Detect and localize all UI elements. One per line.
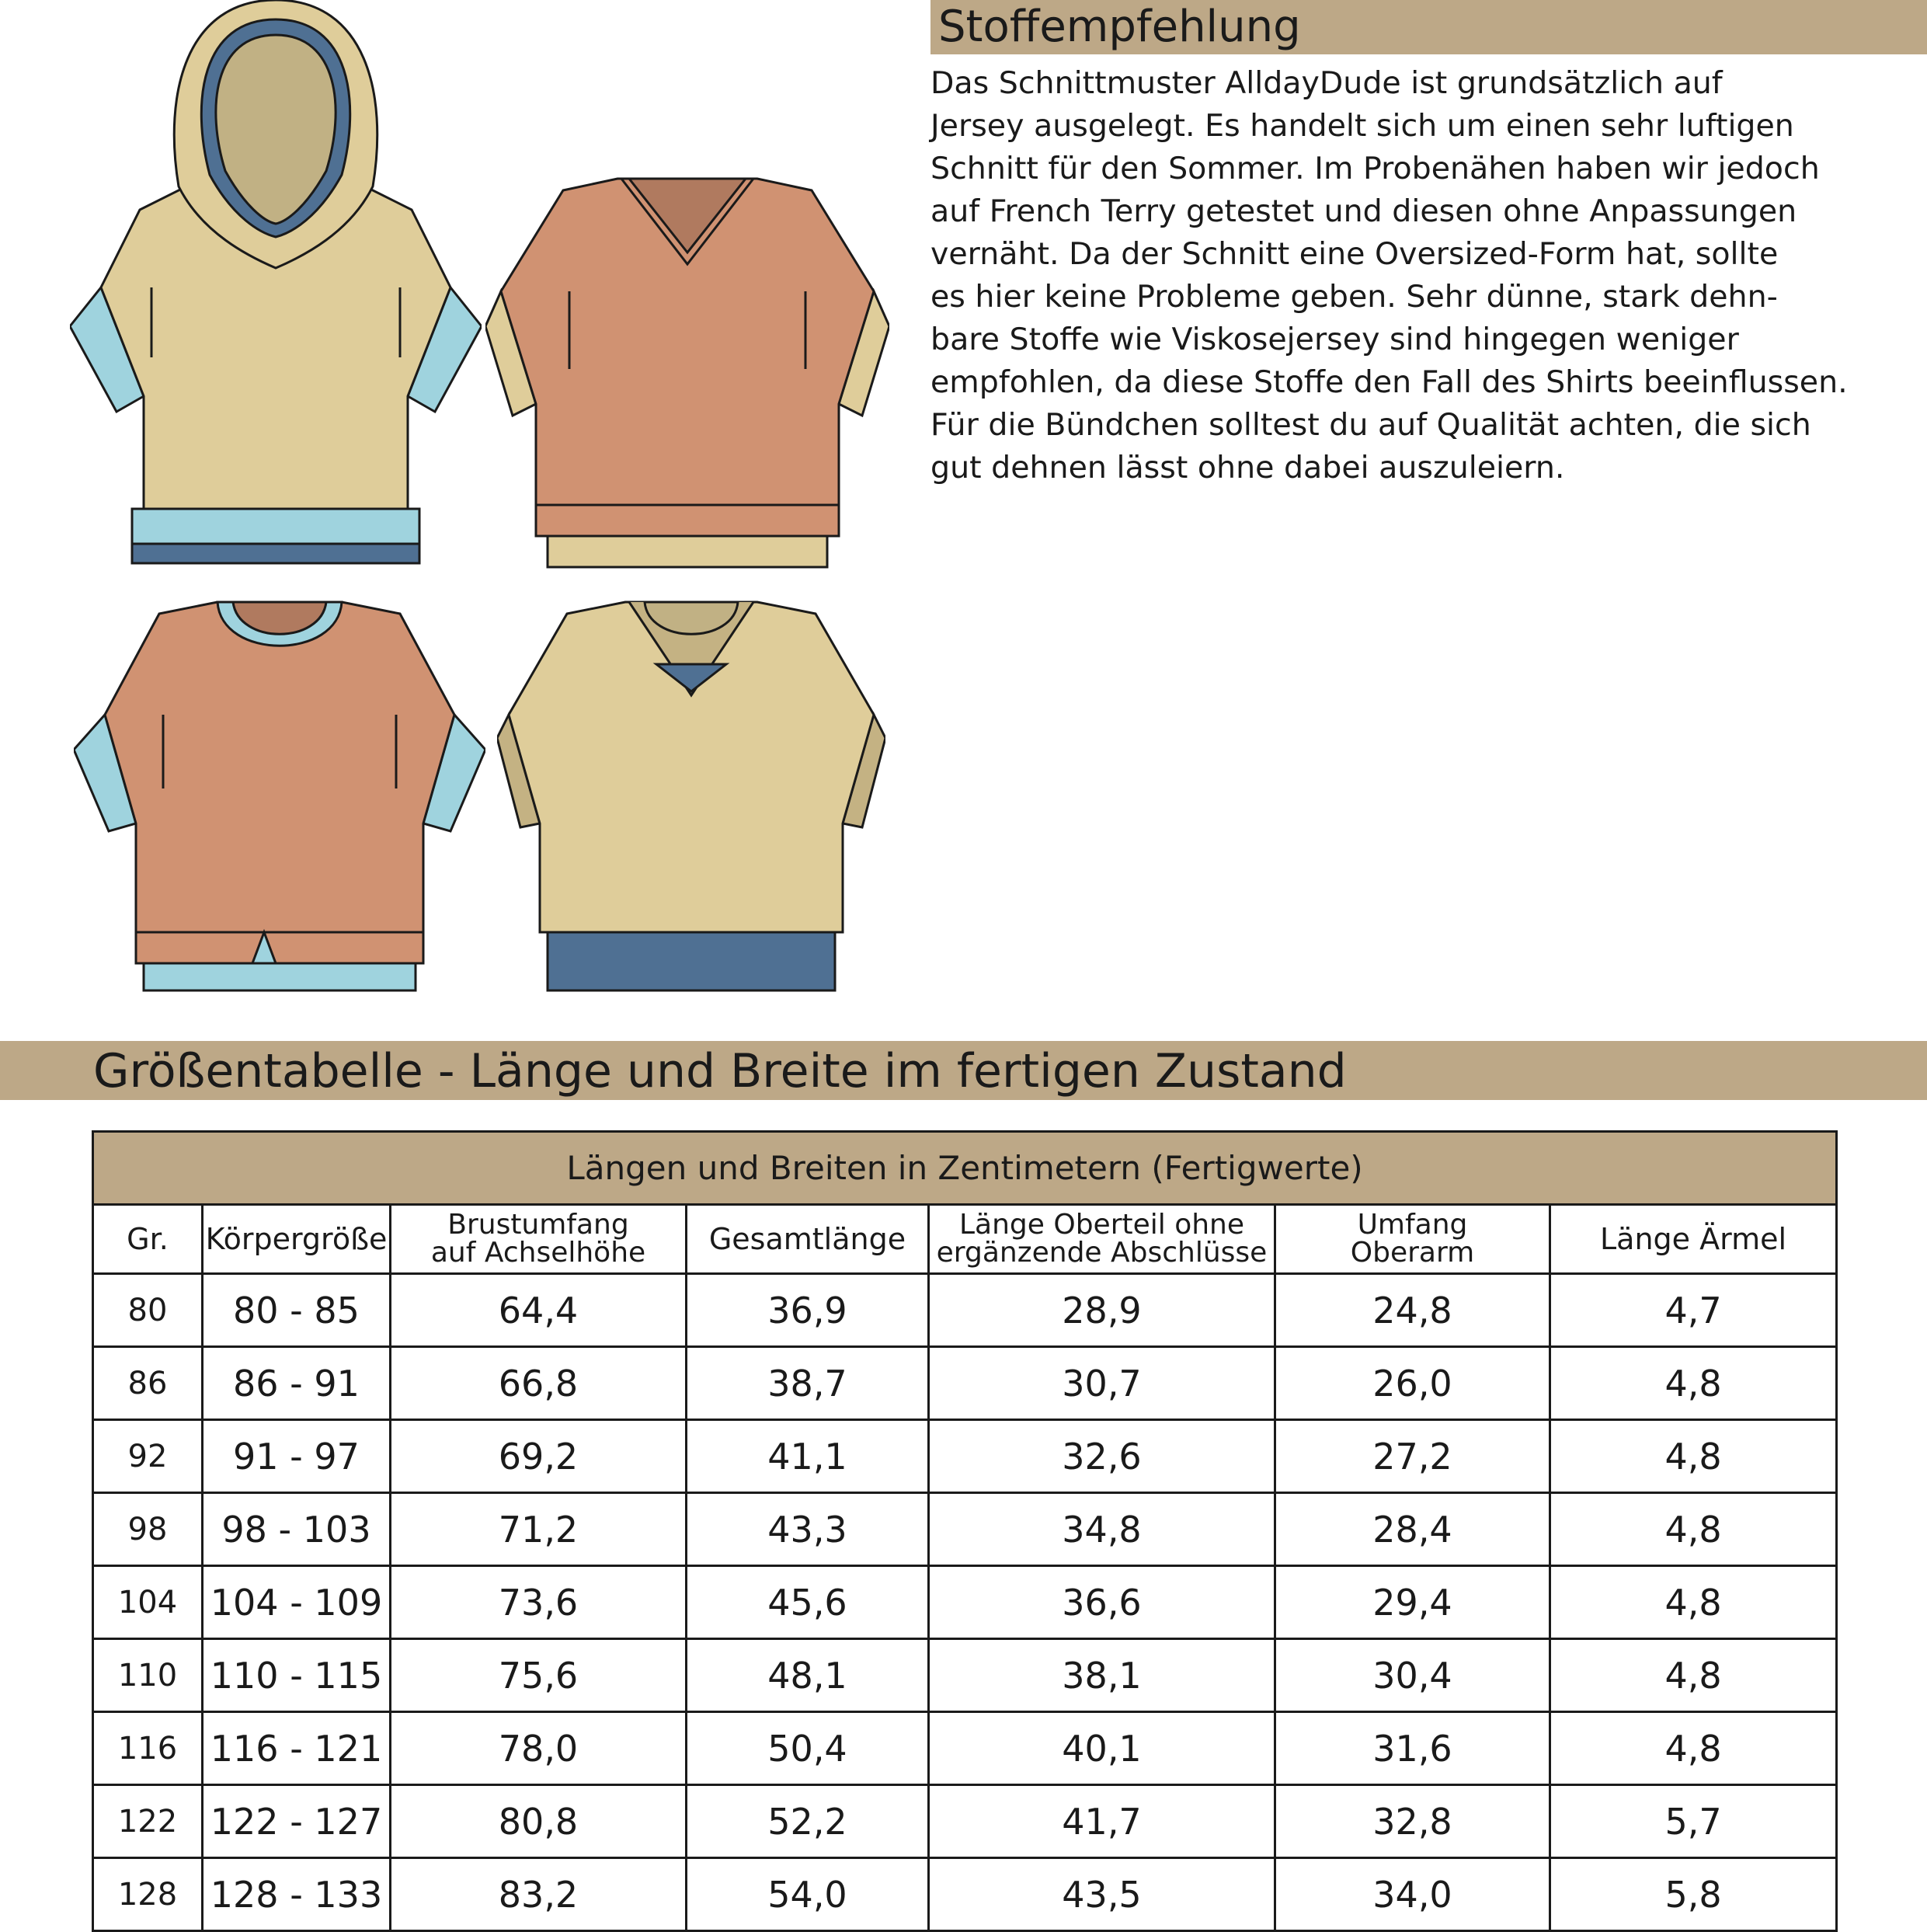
table-cell: 116 bbox=[93, 1712, 203, 1785]
table-cell: 34,0 bbox=[1275, 1858, 1550, 1931]
table-cell: 4,7 bbox=[1550, 1274, 1837, 1347]
table-caption-row bbox=[93, 1132, 1837, 1205]
table-row bbox=[93, 1712, 1837, 1785]
table-row bbox=[93, 1566, 1837, 1639]
column-header-size: Gr. bbox=[93, 1205, 203, 1274]
table-cell: 32,8 bbox=[1275, 1785, 1550, 1858]
table-cell: 4,8 bbox=[1550, 1420, 1837, 1493]
description-line: Das Schnittmuster AlldayDude ist grundsätzlich auf bbox=[930, 65, 1723, 101]
table-cell: 36,6 bbox=[929, 1566, 1275, 1639]
table-cell: 104 bbox=[93, 1566, 203, 1639]
table-row bbox=[93, 1274, 1837, 1347]
table-cell: 104 - 109 bbox=[203, 1566, 391, 1639]
table-cell: 4,8 bbox=[1550, 1712, 1837, 1785]
table-cell: 29,4 bbox=[1275, 1566, 1550, 1639]
fabric-section-title: Stoffempfehlung bbox=[938, 2, 1301, 52]
table-cell: 36,9 bbox=[687, 1274, 929, 1347]
table-cell: 24,8 bbox=[1275, 1274, 1550, 1347]
table-header-row bbox=[93, 1205, 1837, 1274]
table-cell: 86 - 91 bbox=[203, 1347, 391, 1420]
table-cell: 80 - 85 bbox=[203, 1274, 391, 1347]
table-cell: 4,8 bbox=[1550, 1639, 1837, 1712]
table-cell: 50,4 bbox=[687, 1712, 929, 1785]
table-cell: 73,6 bbox=[391, 1566, 687, 1639]
table-cell: 26,0 bbox=[1275, 1347, 1550, 1420]
table-cell: 34,8 bbox=[929, 1493, 1275, 1566]
table-cell: 86 bbox=[93, 1347, 203, 1420]
vneck-shirt-rust-illustration bbox=[485, 175, 889, 571]
column-header-sleeve-length: Länge Ärmel bbox=[1550, 1205, 1837, 1274]
size-section-banner bbox=[0, 1041, 1927, 1100]
table-cell: 41,7 bbox=[929, 1785, 1275, 1858]
table-row bbox=[93, 1420, 1837, 1493]
table-cell: 71,2 bbox=[391, 1493, 687, 1566]
table-cell: 38,1 bbox=[929, 1639, 1275, 1712]
description-line: bare Stoffe wie Viskosejersey sind hingegen weniger bbox=[930, 322, 1739, 357]
column-header-body-length: Länge Oberteil ohne ergänzende Abschlüsse bbox=[929, 1205, 1275, 1274]
table-cell: 66,8 bbox=[391, 1347, 687, 1420]
description-line: vernäht. Da der Schnitt eine Oversized-Form hat, sollte bbox=[930, 236, 1779, 272]
fabric-description bbox=[930, 62, 1917, 489]
table-cell: 48,1 bbox=[687, 1639, 929, 1712]
table-cell: 80 bbox=[93, 1274, 203, 1347]
table-cell: 4,8 bbox=[1550, 1493, 1837, 1566]
table-cell: 116 - 121 bbox=[203, 1712, 391, 1785]
table-cell: 38,7 bbox=[687, 1347, 929, 1420]
fabric-section-banner bbox=[930, 0, 1927, 54]
table-cell: 75,6 bbox=[391, 1639, 687, 1712]
table-cell: 64,4 bbox=[391, 1274, 687, 1347]
table-cell: 31,6 bbox=[1275, 1712, 1550, 1785]
table-cell: 43,3 bbox=[687, 1493, 929, 1566]
table-cell: 110 bbox=[93, 1639, 203, 1712]
table-cell: 80,8 bbox=[391, 1785, 687, 1858]
table-cell: 4,8 bbox=[1550, 1347, 1837, 1420]
description-line: Für die Bündchen solltest du auf Qualität achten, die sich bbox=[930, 407, 1811, 443]
table-cell: 28,4 bbox=[1275, 1493, 1550, 1566]
table-cell: 27,2 bbox=[1275, 1420, 1550, 1493]
table-caption: Längen und Breiten in Zentimetern (Fertigwerte) bbox=[93, 1132, 1837, 1205]
table-row bbox=[93, 1347, 1837, 1420]
table-row bbox=[93, 1639, 1837, 1712]
table-cell: 28,9 bbox=[929, 1274, 1275, 1347]
table-cell: 5,8 bbox=[1550, 1858, 1837, 1931]
hoodie-illustration bbox=[70, 0, 482, 567]
table-cell: 69,2 bbox=[391, 1420, 687, 1493]
size-section-title: Größentabelle - Länge und Breite im fertigen Zustand bbox=[93, 1044, 1347, 1098]
table-cell: 40,1 bbox=[929, 1712, 1275, 1785]
table-body bbox=[93, 1274, 1837, 1931]
table-cell: 122 - 127 bbox=[203, 1785, 391, 1858]
table-cell: 128 - 133 bbox=[203, 1858, 391, 1931]
table-cell: 30,4 bbox=[1275, 1639, 1550, 1712]
column-header-upper-arm: Umfang Oberarm bbox=[1275, 1205, 1550, 1274]
table-cell: 32,6 bbox=[929, 1420, 1275, 1493]
table-row bbox=[93, 1493, 1837, 1566]
table-cell: 91 - 97 bbox=[203, 1420, 391, 1493]
table-cell: 43,5 bbox=[929, 1858, 1275, 1931]
table-cell: 98 - 103 bbox=[203, 1493, 391, 1566]
table-cell: 98 bbox=[93, 1493, 203, 1566]
description-line: gut dehnen lässt ohne dabei auszuleiern. bbox=[930, 450, 1565, 486]
table-cell: 92 bbox=[93, 1420, 203, 1493]
table-row bbox=[93, 1785, 1837, 1858]
crewneck-shirt-rust-illustration bbox=[74, 598, 485, 994]
table-cell: 30,7 bbox=[929, 1347, 1275, 1420]
table-cell: 110 - 115 bbox=[203, 1639, 391, 1712]
table-cell: 122 bbox=[93, 1785, 203, 1858]
column-header-body-height: Körpergröße bbox=[203, 1205, 391, 1274]
description-line: empfohlen, da diese Stoffe den Fall des Shirts beeinflussen. bbox=[930, 364, 1848, 400]
size-table bbox=[92, 1130, 1838, 1932]
table-cell: 52,2 bbox=[687, 1785, 929, 1858]
table-cell: 41,1 bbox=[687, 1420, 929, 1493]
table-cell: 128 bbox=[93, 1858, 203, 1931]
table-cell: 54,0 bbox=[687, 1858, 929, 1931]
table-row bbox=[93, 1858, 1837, 1931]
description-line: auf French Terry getestet und diesen ohne Anpassungen bbox=[930, 193, 1797, 229]
vneck-shirt-yellow-illustration bbox=[497, 598, 885, 994]
table-cell: 4,8 bbox=[1550, 1566, 1837, 1639]
description-line: Jersey ausgelegt. Es handelt sich um einen sehr luftigen bbox=[930, 108, 1794, 144]
table-cell: 83,2 bbox=[391, 1858, 687, 1931]
table-cell: 5,7 bbox=[1550, 1785, 1837, 1858]
description-line: Schnitt für den Sommer. Im Probenähen haben wir jedoch bbox=[930, 151, 1820, 186]
table-cell: 45,6 bbox=[687, 1566, 929, 1639]
column-header-total-length: Gesamtlänge bbox=[687, 1205, 929, 1274]
description-line: es hier keine Probleme geben. Sehr dünne, stark dehn- bbox=[930, 279, 1778, 315]
table-cell: 78,0 bbox=[391, 1712, 687, 1785]
column-header-chest: Brustumfang auf Achselhöhe bbox=[391, 1205, 687, 1274]
